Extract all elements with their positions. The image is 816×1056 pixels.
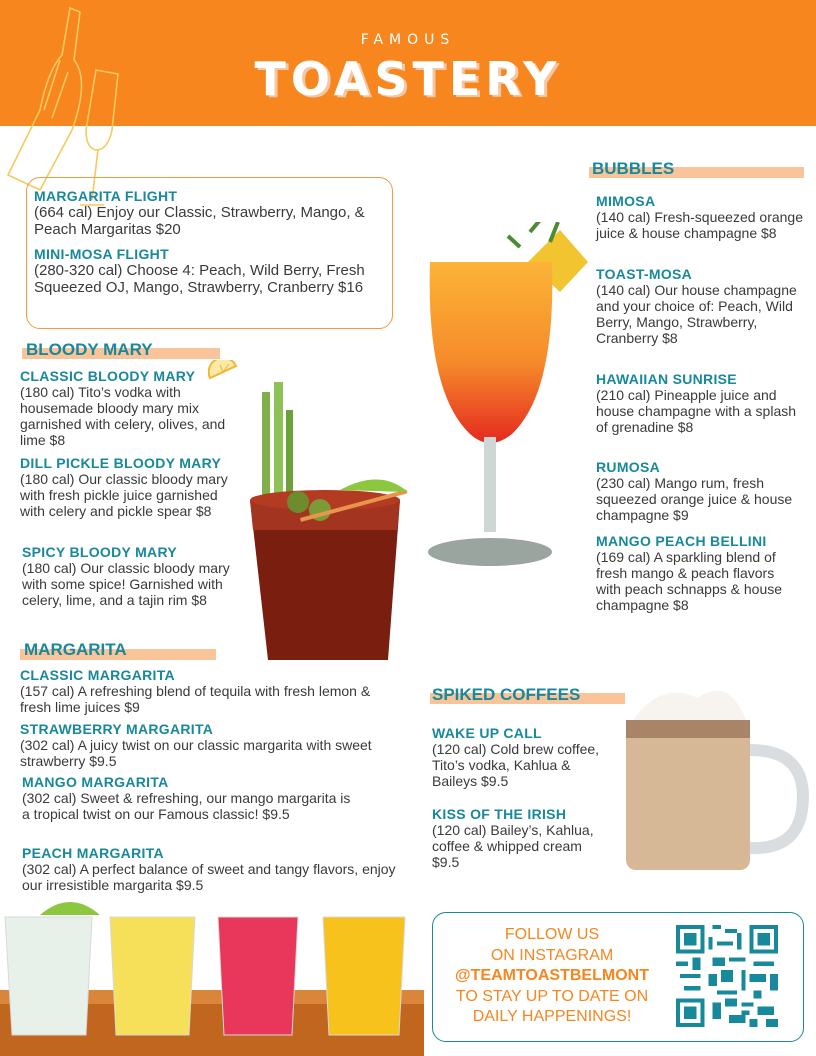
section-heading-bloody-mary: BLOODY MARY: [26, 340, 153, 359]
item-desc: (302 cal) A perfect balance of sweet and tangy flavors, enjoy our irresistible margarita $9.5: [22, 861, 396, 893]
item-title: DILL PICKLE BLOODY MARY: [20, 455, 222, 471]
section-heading-bubbles: BUBBLES: [592, 159, 675, 178]
item-desc: (140 cal) Fresh-squeezed orange juice & house champagne $8: [596, 209, 804, 241]
item-mimosa: [596, 193, 806, 241]
item-title: MANGO MARGARITA: [22, 774, 169, 790]
item-title: WAKE UP CALL: [432, 725, 542, 741]
item-title: STRAWBERRY MARGARITA: [20, 721, 214, 737]
item-title: MIMOSA: [596, 193, 656, 209]
item-desc: (169 cal) A sparkling blend of fresh mango & peach flavors with peach schnapps & house champagne $8: [596, 549, 783, 613]
hawaiian-sunrise-photo: [410, 222, 595, 587]
item-classic-margarita: [20, 667, 405, 715]
bloody-mary-photo: [240, 380, 415, 670]
follow-line: ON INSTAGRAM: [490, 946, 614, 964]
item-desc: (180 cal) Our classic bloody mary with some spice! Garnished with celery, lime, and a tajin rim $8: [22, 560, 230, 608]
item-toast-mosa: [596, 266, 811, 346]
item-rumosa: [596, 459, 806, 523]
item-wake-up-call: [432, 725, 607, 789]
item-title: MANGO PEACH BELLINI: [596, 533, 767, 549]
instagram-follow-box: [432, 912, 804, 1042]
item-desc: (120 cal) Bailey’s, Kahlua, coffee & whipped cream $9.5: [432, 822, 594, 870]
item-hawaiian-sunrise: [596, 371, 801, 435]
item-desc: (210 cal) Pineapple juice and house champagne with a splash of grenadine $8: [596, 387, 797, 435]
item-peach-margarita: [22, 845, 402, 893]
item-desc: (302 cal) A juicy twist on our classic margarita with sweet strawberry $9.5: [20, 737, 372, 769]
margarita-flight-photo: [0, 895, 424, 1056]
item-title: SPICY BLOODY MARY: [22, 544, 177, 560]
item-title: MINI-MOSA FLIGHT: [34, 246, 169, 262]
item-title: HAWAIIAN SUNRISE: [596, 371, 737, 387]
item-title: RUMOSA: [596, 459, 661, 475]
item-title: CLASSIC MARGARITA: [20, 667, 175, 683]
item-title: MARGARITA FLIGHT: [34, 188, 178, 204]
item-desc: (140 cal) Our house champagne and your choice of: Peach, Wild Berry, Mango, Strawberry, Cranberry $8: [596, 282, 797, 346]
item-mango-peach-bellini: [596, 533, 796, 613]
section-heading-spiked-coffees: SPIKED COFFEES: [432, 685, 581, 704]
item-desc: (280-320 cal) Choose 4: Peach, Wild Berry, Fresh Squeezed OJ, Mango, Strawberry, Cranberry $16: [34, 262, 365, 296]
brand-logo: TOASTERY: [254, 52, 562, 106]
item-classic-bloody-mary: [20, 368, 245, 448]
instagram-handle[interactable]: @TEAMTOASTBELMONT: [455, 967, 649, 984]
item-desc: (120 cal) Cold brew coffee, Tito’s vodka, Kahlua & Baileys $9.5: [432, 741, 600, 789]
item-strawberry-margarita: [20, 721, 405, 769]
follow-line: TO STAY UP TO DATE ON: [455, 987, 649, 1005]
spiked-coffee-photo: [620, 680, 815, 880]
follow-text: [441, 925, 663, 1028]
item-desc: (180 cal) Our classic bloody mary with fresh pickle juice garnished with celery and pickle spear $8: [20, 471, 228, 519]
item-desc: (230 cal) Mango rum, fresh squeezed orange juice & house champagne $9: [596, 475, 793, 523]
item-kiss-of-the-irish: [432, 806, 612, 870]
follow-line: DAILY HAPPENINGS!: [472, 1008, 632, 1025]
item-minimosa-flight: [34, 246, 389, 296]
item-title: KISS OF THE IRISH: [432, 806, 567, 822]
item-desc: (302 cal) Sweet & refreshing, our mango margarita is a tropical twist on our Famous classic! $9.5: [22, 790, 351, 822]
item-margarita-flight: [34, 188, 389, 238]
item-desc: (157 cal) A refreshing blend of tequila with fresh lemon & fresh lime juices $9: [20, 683, 371, 715]
item-desc: (180 cal) Tito’s vodka with housemade bloody mary mix garnished with celery, olives, and lime $8: [20, 384, 226, 448]
item-title: CLASSIC BLOODY MARY: [20, 368, 196, 384]
follow-line: FOLLOW US: [504, 926, 600, 943]
item-spicy-bloody-mary: [22, 544, 242, 608]
item-dill-pickle-bloody-mary: [20, 455, 245, 519]
section-heading-margarita: MARGARITA: [24, 640, 127, 659]
item-title: TOAST-MOSA: [596, 266, 693, 282]
item-desc: (664 cal) Enjoy our Classic, Strawberry, Mango, & Peach Margaritas $20: [34, 204, 365, 238]
item-title: PEACH MARGARITA: [22, 845, 164, 861]
qr-code-icon[interactable]: [676, 925, 778, 1027]
item-mango-margarita: [22, 774, 362, 822]
brand-famous: FAMOUS: [360, 32, 456, 48]
